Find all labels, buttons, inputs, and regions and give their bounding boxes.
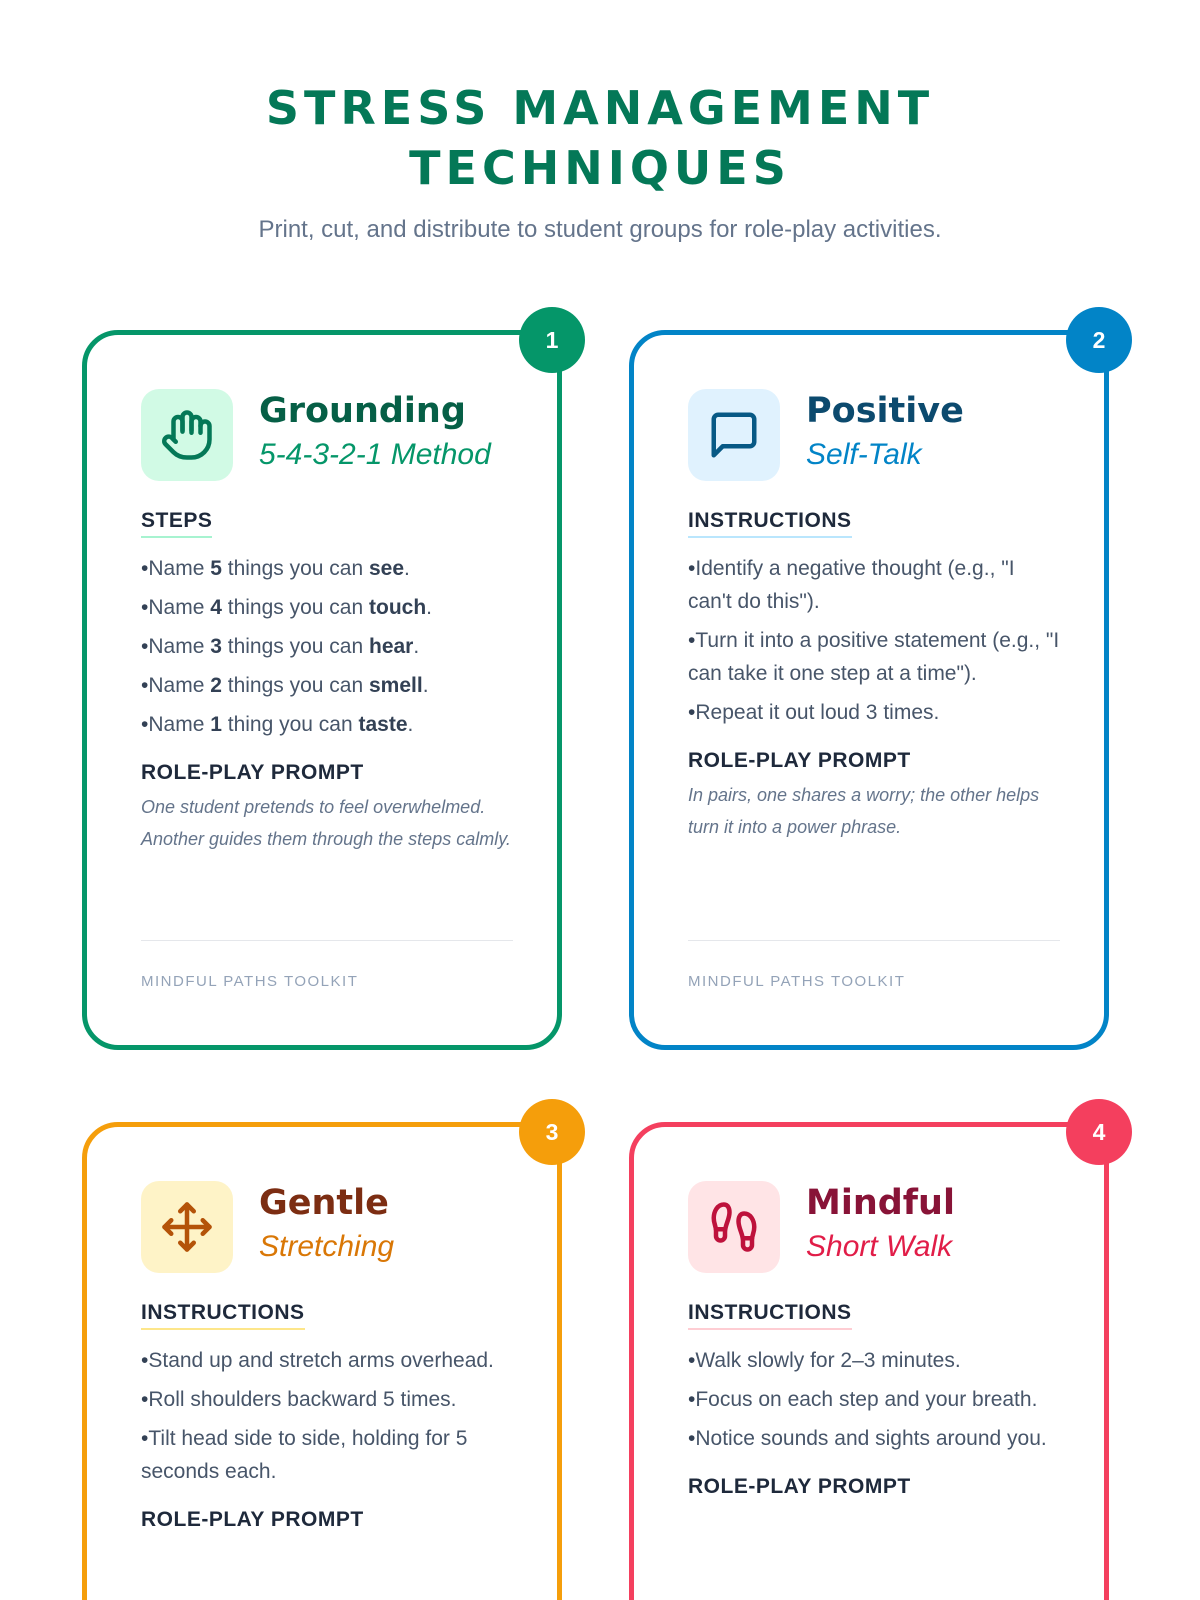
instructions-list — [141, 1344, 513, 1488]
list-item: • Notice sounds and sights around you. — [688, 1422, 1060, 1455]
card-subtitle: Stretching — [259, 1230, 395, 1263]
list-item: • Name 5 things you can see. — [141, 552, 513, 585]
list-item: • Roll shoulders backward 5 times. — [141, 1383, 513, 1416]
card-body — [141, 509, 513, 855]
page-title: STRESS MANAGEMENT TECHNIQUES — [265, 81, 935, 195]
card-body — [688, 1301, 1060, 1499]
card-number-badge: 4 — [1066, 1099, 1132, 1165]
card-title: Mindful — [806, 1183, 955, 1223]
list-item: • Name 2 things you can smell. — [141, 669, 513, 702]
card-body — [141, 1301, 513, 1532]
list-item: • Name 4 things you can touch. — [141, 591, 513, 624]
card-number-badge: 2 — [1066, 307, 1132, 373]
roleplay-text: In pairs, one shares a worry; the other helps turn it into a power phrase. — [688, 785, 1040, 837]
roleplay-label: ROLE-PLAY PROMPT — [688, 1475, 911, 1498]
list-item: • Name 1 thing you can taste. — [141, 708, 513, 741]
list-item: • Name 3 things you can hear. — [141, 630, 513, 663]
list-item: • Turn it into a positive statement (e.g., "I can take it one step at a time"). — [688, 624, 1060, 690]
list-item: • Focus on each step and your breath. — [688, 1383, 1060, 1416]
card-footer: MINDFUL PATHS TOOLKIT — [688, 973, 906, 990]
card-number-badge: 1 — [519, 307, 585, 373]
steps-label: STEPS — [141, 509, 212, 538]
card-subtitle: Self-Talk — [806, 438, 922, 471]
instructions-label: INSTRUCTIONS — [141, 1301, 305, 1330]
card-subtitle: 5-4-3-2-1 Method — [259, 438, 491, 471]
card-title: Grounding — [259, 391, 466, 431]
list-item: • Tilt head side to side, holding for 5 seconds each. — [141, 1422, 513, 1488]
list-item: • Identify a negative thought (e.g., "I can't do this"). — [688, 552, 1060, 618]
list-item: • Stand up and stretch arms overhead. — [141, 1344, 513, 1377]
list-item: • Walk slowly for 2–3 minutes. — [688, 1344, 1060, 1377]
steps-list — [141, 552, 513, 741]
card-divider — [141, 940, 513, 941]
page-subtitle: Print, cut, and distribute to student groups for role-play activities. — [258, 216, 942, 243]
card-title: Positive — [806, 391, 964, 431]
card-title: Gentle — [259, 1183, 389, 1223]
card-body — [688, 509, 1060, 843]
instructions-list — [688, 552, 1060, 729]
roleplay-label: ROLE-PLAY PROMPT — [141, 761, 364, 784]
technique-card-positive-self-talk — [629, 326, 1109, 1050]
technique-card-grounding — [82, 326, 562, 1050]
hand-icon — [141, 389, 233, 481]
instructions-label: INSTRUCTIONS — [688, 509, 852, 538]
instructions-list — [688, 1344, 1060, 1455]
footprints-icon — [688, 1181, 780, 1273]
move-arrows-icon — [141, 1181, 233, 1273]
roleplay-label: ROLE-PLAY PROMPT — [688, 749, 911, 772]
list-item: • Repeat it out loud 3 times. — [688, 696, 1060, 729]
roleplay-label: ROLE-PLAY PROMPT — [141, 1508, 364, 1531]
instructions-label: INSTRUCTIONS — [688, 1301, 852, 1330]
roleplay-text: One student pretends to feel overwhelmed. Another guides them through the steps calmly. — [141, 797, 511, 849]
technique-card-gentle-stretching — [82, 1118, 562, 1600]
technique-card-mindful-walk — [629, 1118, 1109, 1600]
card-subtitle: Short Walk — [806, 1230, 953, 1263]
card-number-badge: 3 — [519, 1099, 585, 1165]
card-divider — [688, 940, 1060, 941]
card-footer: MINDFUL PATHS TOOLKIT — [141, 973, 359, 990]
speech-bubble-icon — [688, 389, 780, 481]
